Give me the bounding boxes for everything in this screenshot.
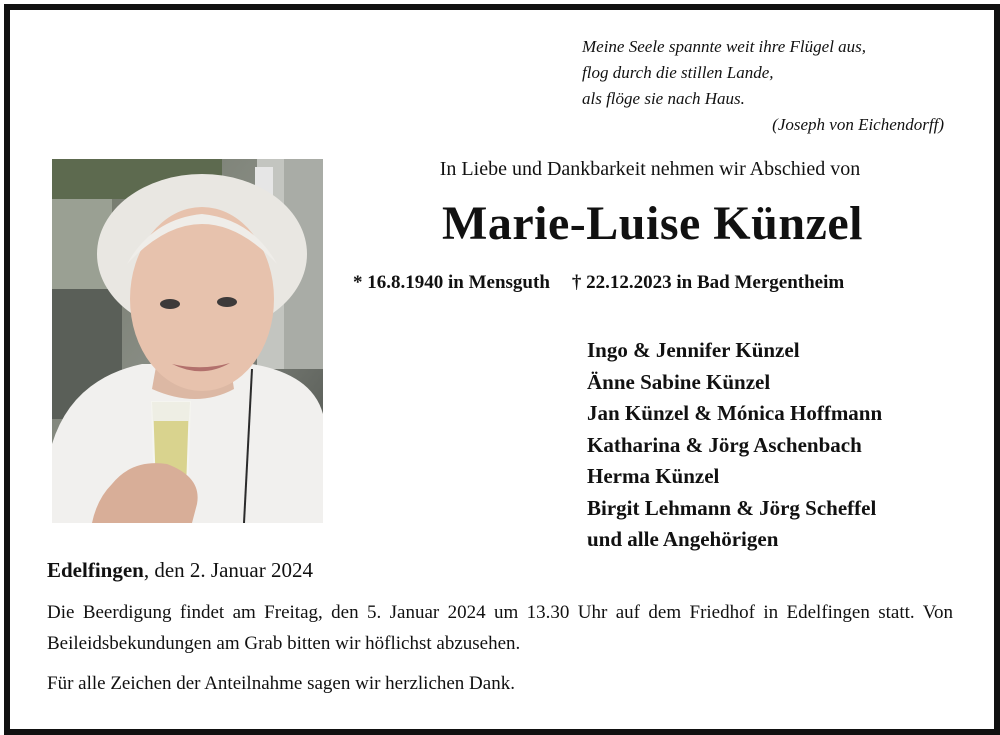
- family-member: Katharina & Jörg Aschenbach: [587, 432, 862, 457]
- family-member: Ingo & Jennifer Künzel: [587, 338, 800, 362]
- poem: [582, 34, 962, 138]
- family-member: Änne Sabine Künzel: [587, 369, 771, 394]
- funeral-notice: Die Beerdigung findet am Freitag, den 5. Januar 2024 um 13.30 Uhr auf dem Friedhof in Edelfingen statt. Von Beileidsbekundungen am Grab bitten wir höflichst abzusehen.: [47, 602, 953, 654]
- poem-line: Meine Seele spannte weit ihre Flügel aus,: [582, 37, 867, 56]
- family-member: Birgit Lehmann & Jörg Scheffel: [587, 495, 877, 520]
- thanks-text: Für alle Zeichen der Anteilnahme sagen wir herzlichen Dank.: [47, 673, 515, 694]
- place-town: Edelfingen: [47, 558, 144, 582]
- intro-text: In Liebe und Dankbarkeit nehmen wir Abschied von: [439, 158, 861, 180]
- death-date: † 22.12.2023 in Bad Mergentheim: [571, 272, 845, 293]
- place-date-text: , den 2. Januar 2024: [143, 558, 313, 582]
- deceased-name: Marie-Luise Künzel: [442, 197, 863, 250]
- family-member: Herma Künzel: [587, 464, 720, 488]
- poem-line: flog durch die stillen Lande,: [582, 63, 774, 82]
- birth-date: * 16.8.1940 in Mensguth: [353, 272, 550, 293]
- place-date: [47, 558, 313, 583]
- life-dates: [353, 272, 963, 294]
- family-member: und alle Angehörigen: [587, 527, 779, 551]
- family-member: Jan Künzel & Mónica Hoffmann: [587, 401, 883, 425]
- family-list: [587, 335, 882, 556]
- poem-author: (Joseph von Eichendorff): [772, 115, 944, 134]
- portrait-photo: [52, 159, 323, 523]
- poem-line: als flöge sie nach Haus.: [582, 89, 745, 108]
- portrait-image: [52, 159, 323, 523]
